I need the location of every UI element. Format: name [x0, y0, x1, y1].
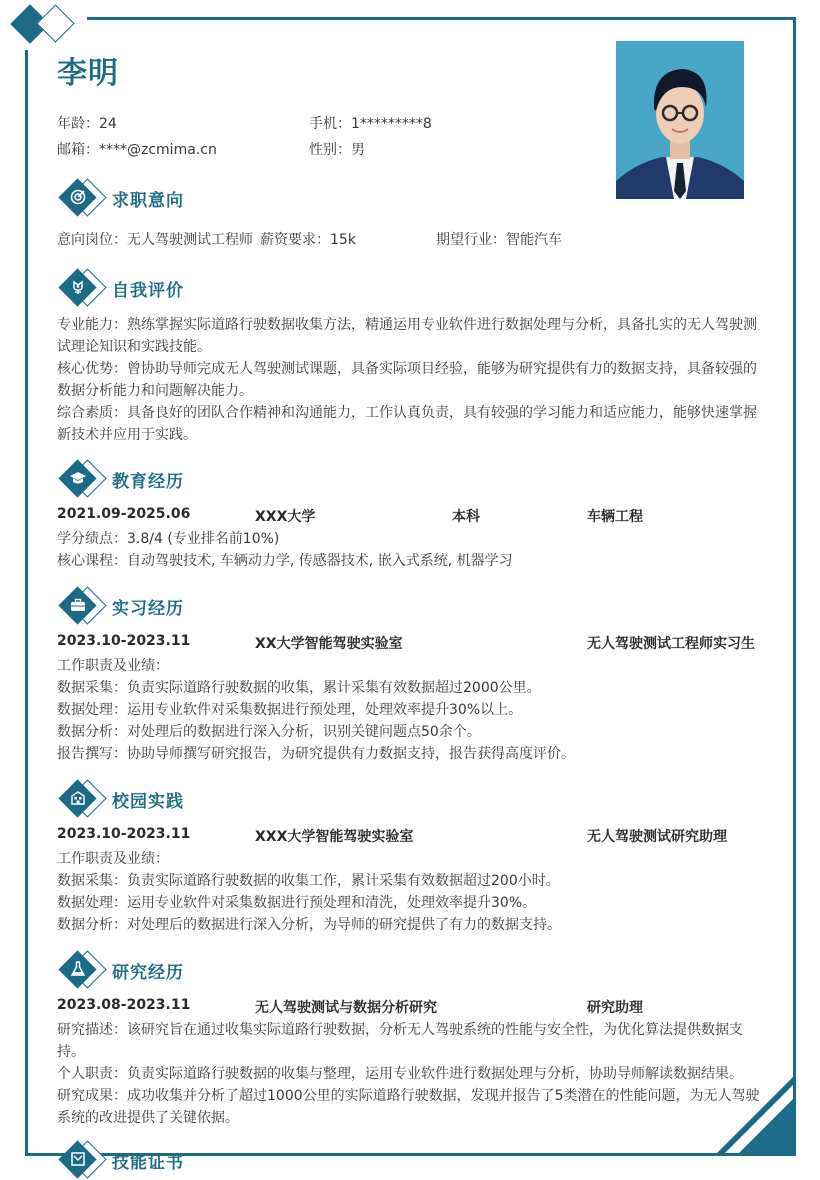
email-field [57, 139, 217, 159]
campus-date: 2023.10-2023.11 [57, 826, 191, 842]
section-header-research [60, 950, 360, 990]
age-field [57, 113, 117, 133]
education-gpa: 学分绩点：3.8/4 (专业排名前10%) [57, 531, 280, 547]
campus-line: 数据采集：负责实际道路行驶数据的收集工作，累计采集有效数据超过200小时。 [57, 873, 560, 889]
graduation-cap-icon [69, 469, 87, 487]
internship-role: 无人驾驶测试工程师实习生 [587, 636, 755, 652]
flask-icon [69, 960, 87, 978]
internship-line: 工作职责及业绩： [57, 658, 169, 674]
section-title: 研究经历 [112, 963, 184, 983]
campus-line: 数据处理：运用专业软件对采集数据进行预处理和清洗，处理效率提升30%。 [57, 895, 537, 911]
phone-field [309, 113, 432, 133]
section-title: 技能证书 [112, 1153, 184, 1173]
research-paragraph: 研究描述：该研究旨在通过收集实际道路行驶数据，分析无人驾驶系统的性能与安全性，为优化算法提供数据支持。 [57, 1022, 743, 1060]
section-title: 求职意向 [112, 191, 184, 211]
campus-line: 数据分析：对处理后的数据进行深入分析，为导师的研究提供了有力的数据支持。 [57, 917, 561, 933]
email-value: ****@zcmima.cn [99, 142, 217, 158]
frame-top-line [87, 17, 796, 20]
self-eval-paragraph: 核心优势：曾协助导师完成无人驾驶测试课题，具备实际项目经验，能够为研究提供有力的数据支持，具备较强的数据分析能力和问题解决能力。 [57, 361, 757, 399]
candidate-name: 李明 [57, 56, 119, 91]
internship-line: 数据采集：负责实际道路行驶数据的收集，累计采集有效数据超过2000公里。 [57, 680, 541, 696]
section-header-intent [60, 178, 360, 218]
phone-value: 1*********8 [351, 116, 432, 132]
frame-right-line [793, 17, 796, 1156]
intent-position: 意向岗位：无人驾驶测试工程师 [57, 232, 253, 248]
education-courses: 核心课程：自动驾驶技术, 车辆动力学, 传感器技术, 嵌入式系统, 机器学习 [57, 553, 513, 569]
age-value: 24 [99, 116, 117, 132]
section-title: 教育经历 [112, 472, 184, 492]
email-label: 邮箱： [57, 142, 99, 158]
section-title: 自我评价 [112, 281, 184, 301]
phone-label: 手机： [309, 116, 351, 132]
research-paragraph: 研究成果：成功收集并分析了超过1000公里的实际道路行驶数据，发现并报告了5类潜在的性能问题，为无人驾驶系统的改进提供了关键依据。 [57, 1088, 760, 1126]
building-icon [69, 789, 87, 807]
certificate-icon [69, 1150, 87, 1168]
intent-salary: 薪资要求：15k [260, 232, 356, 248]
campus-role: 无人驾驶测试研究助理 [587, 829, 727, 845]
section-header-self-eval [60, 268, 360, 308]
age-label: 年龄： [57, 116, 99, 132]
internship-date: 2023.10-2023.11 [57, 633, 191, 649]
internship-line: 数据处理：运用专业软件对采集数据进行预处理，处理效率提升30%以上。 [57, 702, 523, 718]
education-school: XXX大学 [255, 509, 316, 525]
research-paragraph: 个人职责：负责实际道路行驶数据的收集与整理，运用专业软件进行数据处理与分析，协助导师解读数据结果。 [57, 1066, 743, 1082]
section-header-campus [60, 779, 360, 819]
section-header-education [60, 459, 360, 499]
education-date: 2021.09-2025.06 [57, 506, 191, 522]
campus-org: XXX大学智能驾驶实验室 [255, 829, 414, 845]
flower-icon [69, 278, 87, 296]
briefcase-icon [69, 596, 87, 614]
campus-line: 工作职责及业绩： [57, 851, 169, 867]
internship-org: XX大学智能驾驶实验室 [255, 636, 403, 652]
section-header-skills [60, 1140, 360, 1180]
research-role: 研究助理 [587, 1000, 643, 1016]
section-title: 实习经历 [112, 599, 184, 619]
internship-line: 数据分析：对处理后的数据进行深入分析，识别关键问题点50余个。 [57, 724, 481, 740]
internship-line: 报告撰写：协助导师撰写研究报告，为研究提供有力数据支持，报告获得高度评价。 [57, 746, 575, 762]
profile-photo [616, 41, 744, 199]
intent-industry: 期望行业：智能汽车 [436, 232, 562, 248]
research-date: 2023.08-2023.11 [57, 997, 191, 1013]
target-icon [69, 188, 87, 206]
research-project: 无人驾驶测试与数据分析研究 [255, 1000, 437, 1016]
self-eval-paragraph: 专业能力：熟练掌握实际道路行驶数据收集方法，精通运用专业软件进行数据处理与分析，具备扎实的无人驾驶测试理论知识和实践技能。 [57, 317, 757, 355]
gender-field [309, 139, 365, 159]
education-degree: 本科 [452, 509, 480, 525]
education-major: 车辆工程 [587, 509, 643, 525]
section-title: 校园实践 [112, 792, 184, 812]
corner-diamond-outline [36, 4, 74, 42]
frame-left-line [25, 50, 28, 1156]
gender-value: 男 [351, 142, 365, 158]
self-eval-paragraph: 综合素质：具备良好的团队合作精神和沟通能力，工作认真负责，具有较强的学习能力和适应能力，能够快速掌握新技术并应用于实践。 [57, 405, 757, 443]
gender-label: 性别： [309, 142, 351, 158]
section-header-internship [60, 586, 360, 626]
